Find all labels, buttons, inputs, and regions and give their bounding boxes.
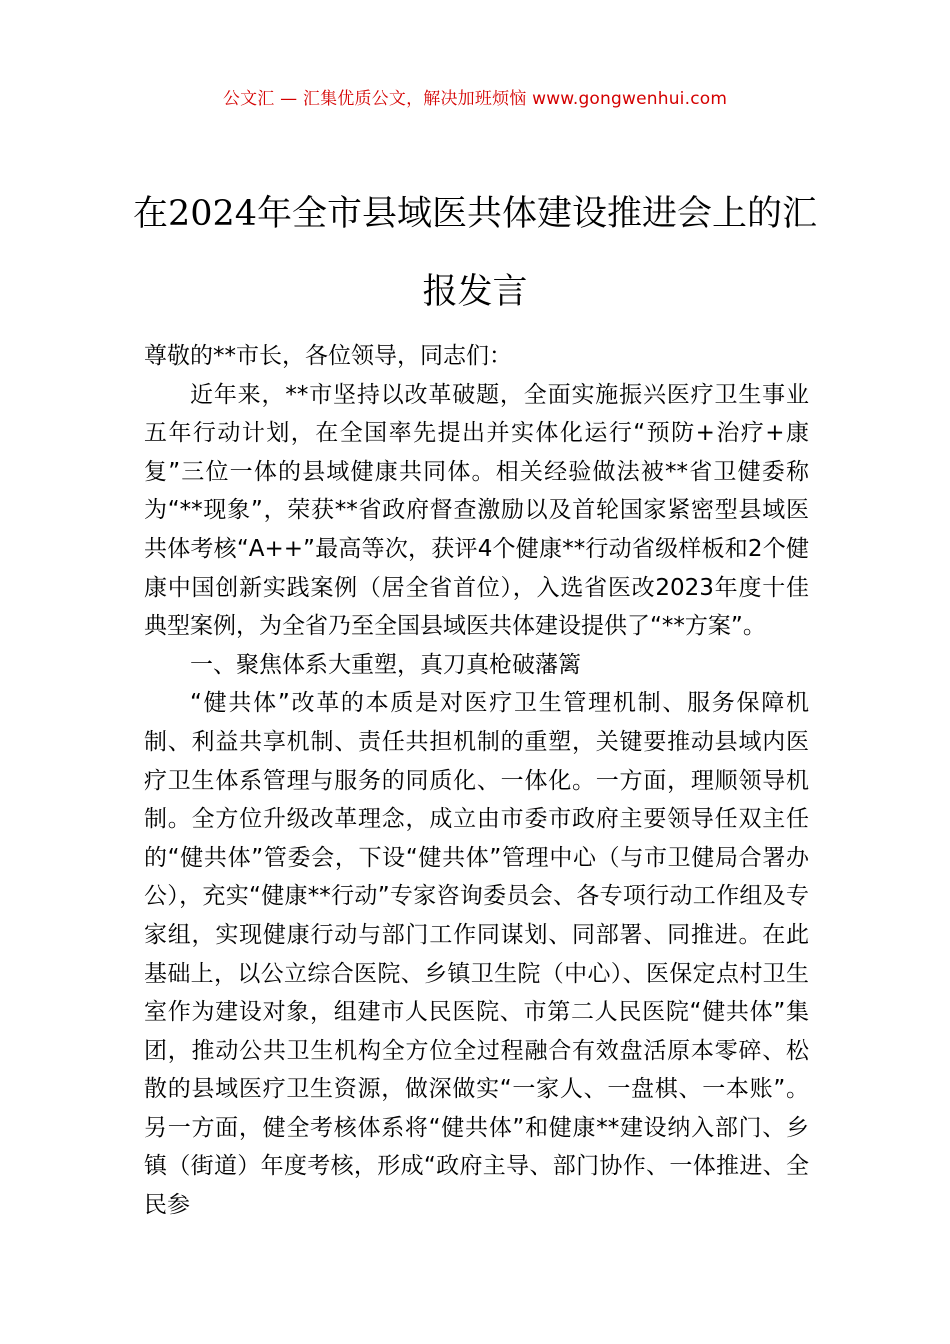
header-website-link[interactable]: 公文汇 — 汇集优质公文，解决加班烦恼 www.gongwenhui.com bbox=[222, 89, 728, 109]
section-heading: 一、聚焦体系大重塑，真刀真枪破藩篱 bbox=[190, 651, 581, 678]
document-title: 在2024年全市县域医共体建设推进会上的汇报发言 bbox=[132, 194, 818, 313]
paragraph-section-1: “健共体”改革的本质是对医疗卫生管理机制、服务保障机制、利益共享机制、责任共担机制的重塑，关键要推动县域内医疗卫生体系管理与服务的同质化、一体化。一方面，理顺领导机制。全方位升级改革理念，成立由市委市政府主要领导任双主任的“健共体”管委会，下设“健共体”管理中心（与市卫健局合署办公），充实“健康**行动”专家咨询委员会、各专项行动工作组及专家组，实现健康行动与部门工作同谋划、同部署、同推进。在此基础上，以公立综合医院、乡镇卫生院（中心）、医保定点村卫生室作为建设对象，组建市人民医院、市第二人民医院“健共体”集团，推动公共卫生机构全方位全过程融合有效盘活原本零碎、松散的县域医疗卫生资源，做深做实“一家人、一盘棋、一本账”。另一方面，健全考核体系将“健共体”和健康**建设纳入部门、乡镇（街道）年度考核，形成“政府主导、部门协作、一体推进、全民参 bbox=[144, 690, 809, 1219]
paragraph-intro: 近年来，**市坚持以改革破题，全面实施振兴医疗卫生事业五年行动计划，在全国率先提出并实体化运行“预防+治疗+康复”三位一体的县域健康共同体。相关经验做法被**省卫健委称为“**现象”，荣获**省政府督查激励以及首轮国家紧密型县域医共体考核“A++”最高等次，获评4个健康**行动省级样板和2个健康中国创新实践案例（居全省首位），入选省医改2023年度十佳典型案例，为全省乃至全国县域医共体建设提供了“**方案”。 bbox=[144, 381, 809, 640]
salutation: 尊敬的**市长，各位领导，同志们： bbox=[144, 343, 512, 369]
document-body bbox=[144, 337, 809, 1225]
